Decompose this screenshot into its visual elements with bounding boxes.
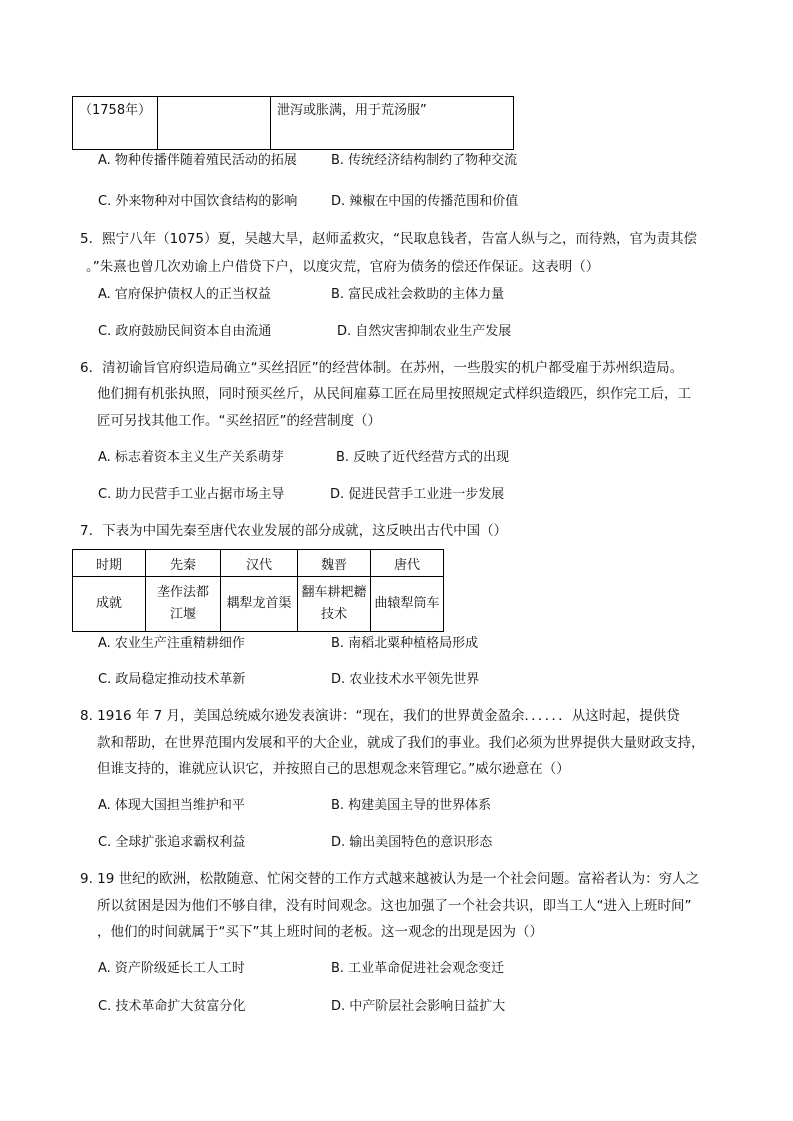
q4-option-d: D. 辣椒在中国的传播范围和价值 bbox=[331, 194, 519, 209]
table-cell-line: 垄作法都 bbox=[156, 585, 209, 600]
q8-option-a: A. 体现大国担当维护和平 bbox=[98, 798, 245, 813]
table-cell bbox=[221, 577, 298, 632]
q4-option-b: B. 传统经济结构制约了物种交流 bbox=[331, 153, 518, 168]
q9-option-d: D. 中产阶层社会影响日益扩大 bbox=[331, 999, 506, 1014]
q9-option-b: B. 工业革命促进社会观念变迁 bbox=[331, 961, 505, 976]
table-cell: 泄泻或胀满，用于荒汤服” bbox=[271, 97, 514, 150]
q4-option-c: C. 外来物种对中国饮食结构的影响 bbox=[98, 194, 298, 209]
table-header: 先秦 bbox=[146, 550, 221, 577]
q9-stem-line2: 所以贫困是因为他们不够自律，没有时间观念。这也加强了一个社会共识，即当工人“进入上班时间” bbox=[97, 898, 692, 914]
top-table-fragment bbox=[72, 96, 514, 150]
q8-stem-line2: 款和帮助，在世界范围内发展和平的大企业，就成了我们的事业。我们必须为世界提供大量财政支持， bbox=[97, 735, 705, 751]
q5-stem-line2: 。”朱熹也曾几次劝谕上户借贷下户，以度灾荒，官府为债务的偿还作保证。这表明（） bbox=[86, 259, 600, 275]
q9-option-c: C. 技术革命扩大贫富分化 bbox=[98, 999, 246, 1014]
q6-option-c: C. 助力民营手工业占据市场主导 bbox=[98, 487, 285, 502]
q6-stem-line3: 匠可另找其他工作。“买丝招匠”的经营制度（） bbox=[97, 413, 381, 429]
q8-option-b: B. 构建美国主导的世界体系 bbox=[331, 798, 492, 813]
q5-stem-line1: 5．熙宁八年（1075）夏，吴越大旱，赵师孟救灾，“民取息钱者，告富人纵与之，而待熟，官为责其偿 bbox=[80, 231, 697, 247]
q9-stem-line3: ，他们的时间就属于“买下”其上班时间的老板。这一观念的出现是因为（） bbox=[97, 924, 543, 940]
q6-stem-line2: 他们拥有机张执照，同时预买丝斤，从民间雇募工匠在局里按照规定式样织造缎匹，织作完工后，工 bbox=[97, 386, 691, 402]
q4-option-a: A. 物种传播伴随着殖民活动的拓展 bbox=[98, 153, 297, 168]
q7-option-b: B. 南稻北粟种植格局形成 bbox=[331, 636, 479, 651]
table-cell bbox=[158, 97, 271, 150]
table-cell bbox=[146, 577, 221, 632]
q6-option-d: D. 促进民营手工业进一步发展 bbox=[330, 487, 505, 502]
q7-table bbox=[72, 549, 444, 632]
q8-stem-line1: 8. 1916 年 7 月，美国总统威尔逊发表演讲：“现在，我们的世界黄金盈余．．．．．．从这时起，提供贷 bbox=[80, 708, 680, 724]
q5-option-c: C. 政府鼓励民间资本自由流通 bbox=[98, 324, 272, 339]
q8-option-c: C. 全球扩张追求霸权利益 bbox=[98, 835, 246, 850]
q8-stem-line3: 但谁支持的，谁就应认识它，并按照自己的思想观念来管理它。”威尔逊意在（） bbox=[97, 761, 570, 777]
q6-stem-line1: 6．清初谕旨官府织造局确立“买丝招匠”的经营体制。在苏州，一些殷实的机户都受雇于苏州织造局。 bbox=[80, 360, 684, 376]
table-cell: （1758年） bbox=[73, 97, 158, 150]
table-header: 唐代 bbox=[371, 550, 444, 577]
table-cell bbox=[371, 577, 444, 632]
q7-option-a: A. 农业生产注重精耕细作 bbox=[98, 636, 245, 651]
q5-option-b: B. 富民成社会救助的主体力量 bbox=[331, 287, 505, 302]
q8-option-d: D. 输出美国特色的意识形态 bbox=[331, 835, 493, 850]
q7-stem: 7．下表为中国先秦至唐代农业发展的部分成就，这反映出古代中国（） bbox=[80, 523, 508, 539]
q9-stem-line1: 9. 19 世纪的欧洲，松散随意、忙闲交替的工作方式越来越被认为是一个社会问题。富裕者认为：穷人之 bbox=[80, 871, 700, 887]
table-row-label: 成就 bbox=[73, 577, 146, 632]
table-cell-line: 技术 bbox=[320, 607, 347, 622]
table-header: 时期 bbox=[73, 550, 146, 577]
table-header: 魏晋 bbox=[298, 550, 371, 577]
q9-option-a: A. 资产阶级延长工人工时 bbox=[98, 961, 245, 976]
table-header: 汉代 bbox=[221, 550, 298, 577]
table-cell-line: 江堰 bbox=[169, 607, 196, 622]
q5-option-a: A. 官府保护债权人的正当权益 bbox=[98, 287, 271, 302]
q7-option-c: C. 政局稳定推动技术革新 bbox=[98, 672, 246, 687]
q6-option-b: B. 反映了近代经营方式的出现 bbox=[336, 450, 510, 465]
q5-option-d: D. 自然灾害抑制农业生产发展 bbox=[337, 324, 512, 339]
table-cell bbox=[298, 577, 371, 632]
table-cell-line: 曲辕犁筒车 bbox=[374, 596, 440, 611]
q6-option-a: A. 标志着资本主义生产关系萌芽 bbox=[98, 450, 284, 465]
q7-option-d: D. 农业技术水平领先世界 bbox=[331, 672, 480, 687]
table-cell-line: 耦犁龙首渠 bbox=[226, 596, 292, 611]
table-cell-line: 翻车耕耙耱 bbox=[301, 585, 367, 600]
